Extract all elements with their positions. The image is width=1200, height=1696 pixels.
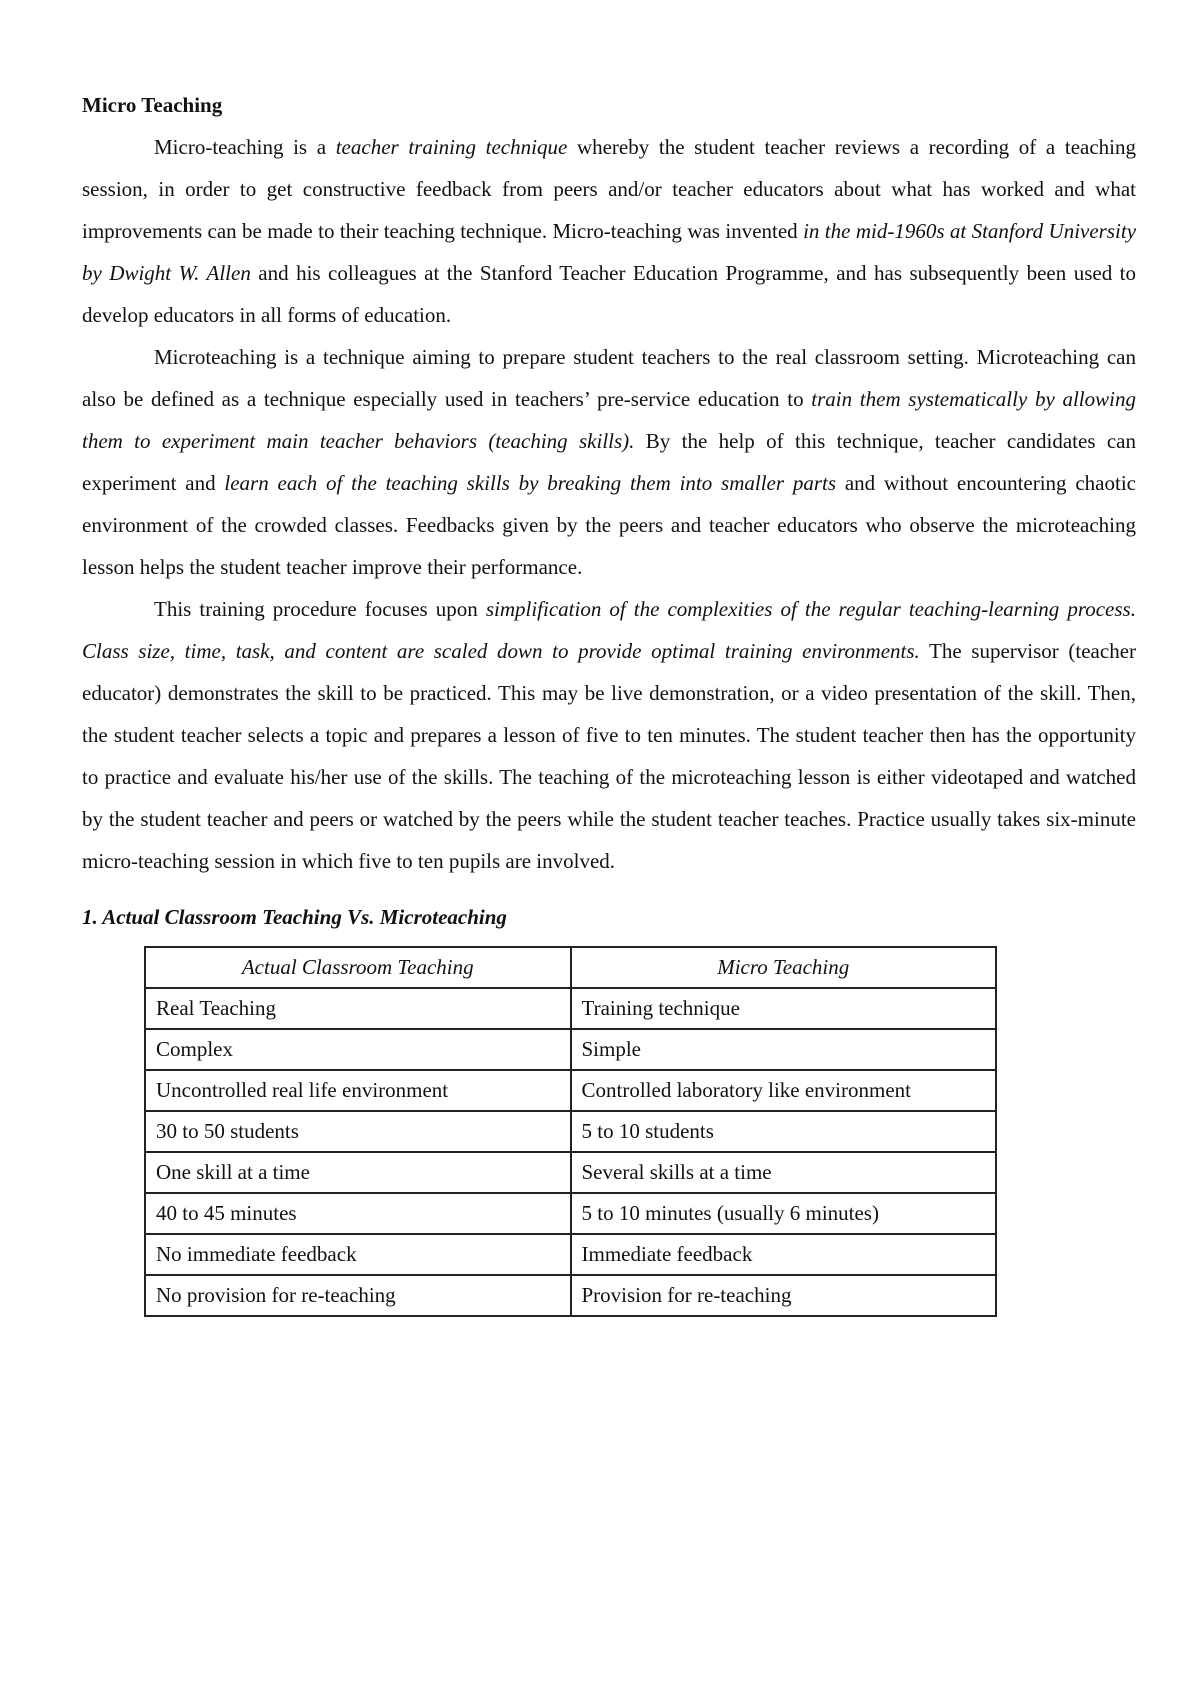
document-title: Micro Teaching xyxy=(82,93,223,117)
table-cell: No immediate feedback xyxy=(145,1234,571,1275)
table-cell: 40 to 45 minutes xyxy=(145,1193,571,1234)
table-cell: No provision for re-teaching xyxy=(145,1275,571,1316)
text-run: The supervisor (teacher educator) demonstrates the skill to be practiced. This may be live demonstration, or a video presentation of the skill. Then, the student teacher selects a topic and prepares a lesson of five to ten minutes. The student teacher then has the opportunity to practice and evaluate his/her use of the skills. The teaching of the microteaching lesson is either videotaped and watched by the student teacher and peers or watched by the peers while the student teacher teaches. Practice usually takes six-minute micro-teaching session in which five to ten pupils are involved. xyxy=(82,639,1137,873)
emphasis-text: simplification of the complexities of the regular teaching-learning process. Class size, time, task, and content are scaled down to provide optimal training environments. xyxy=(82,597,1136,663)
paragraph-intro xyxy=(82,126,1136,336)
emphasis-text: learn each of the teaching skills by breaking them into smaller parts xyxy=(224,471,837,495)
table-row xyxy=(145,1193,996,1234)
table-row xyxy=(145,1275,996,1316)
text-run: and without encountering chaotic environment of the crowded classes. Feedbacks given by the peers and teacher educators who observe the microteaching lesson helps the student teacher improve their performance. xyxy=(82,471,1136,579)
text-run: This training procedure focuses upon xyxy=(154,597,486,621)
text-run: Micro-teaching is a xyxy=(154,135,336,159)
emphasis-text: teacher training technique xyxy=(335,135,568,159)
table-header-row xyxy=(145,947,996,988)
table-cell: Training technique xyxy=(571,988,997,1029)
table-cell: Complex xyxy=(145,1029,571,1070)
table-header-cell: Micro Teaching xyxy=(571,947,997,988)
text-run: and his colleagues at the Stanford Teacher Education Programme, and has subsequently been used to develop educators in all forms of education. xyxy=(82,261,1136,327)
document-page xyxy=(82,84,1136,1317)
table-row xyxy=(145,1070,996,1111)
emphasis-text: train them systematically by allowing them to experiment main teacher behaviors (teaching skills). xyxy=(82,387,1136,453)
table-row xyxy=(145,1029,996,1070)
table-cell: Provision for re-teaching xyxy=(571,1275,997,1316)
section-heading: 1. Actual Classroom Teaching Vs. Microteaching xyxy=(82,905,507,929)
paragraph-procedure xyxy=(82,588,1136,882)
table-row xyxy=(145,988,996,1029)
paragraph-definition xyxy=(82,336,1136,588)
table-cell: Uncontrolled real life environment xyxy=(145,1070,571,1111)
table-cell: One skill at a time xyxy=(145,1152,571,1193)
table-header-cell: Actual Classroom Teaching xyxy=(145,947,571,988)
comparison-table xyxy=(144,946,997,1317)
table-cell: 5 to 10 students xyxy=(571,1111,997,1152)
table-cell: Real Teaching xyxy=(145,988,571,1029)
table-row xyxy=(145,1152,996,1193)
table-cell: Controlled laboratory like environment xyxy=(571,1070,997,1111)
emphasis-text: in the mid-1960s at Stanford University by Dwight W. Allen xyxy=(82,219,1137,285)
table-cell: 5 to 10 minutes (usually 6 minutes) xyxy=(571,1193,997,1234)
text-run: Microteaching is a technique aiming to prepare student teachers to the real classroom setting. Microteaching can also be defined as a technique especially used in teachers’ pre-service education to xyxy=(82,345,1136,411)
text-run: whereby the student teacher reviews a recording of a teaching session, in order to get constructive feedback from peers and/or teacher educators about what has worked and what improvements can be made to their teaching technique. Micro-teaching was invented xyxy=(82,135,1137,243)
table-cell: Simple xyxy=(571,1029,997,1070)
table-row xyxy=(145,1234,996,1275)
text-run: By the help of this technique, teacher candidates can experiment and xyxy=(82,429,1136,495)
table-cell: Immediate feedback xyxy=(571,1234,997,1275)
table-cell: Several skills at a time xyxy=(571,1152,997,1193)
table-row xyxy=(145,1111,996,1152)
table-cell: 30 to 50 students xyxy=(145,1111,571,1152)
